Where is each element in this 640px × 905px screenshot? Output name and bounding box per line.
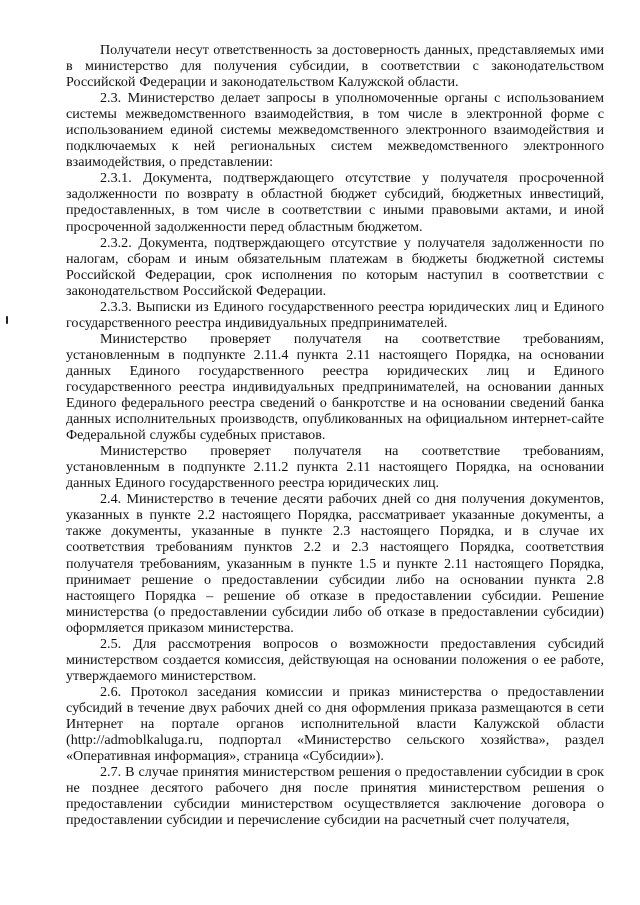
- paragraph-ministry-check-2-11-4: Министерство проверяет получателя на соответствие требованиям, установленным в подпункте 2.11.4 пункта 2.11 настоящего Порядка, на основании данных Единого государственного реестра юридических лиц и Единого государственного реестра индивидуальных предпринимателей, на основании данных Единого федерального реестра сведений о банкротстве и на основании сведений банка данных исполнительных производств, опубликованных на официальном интернет-сайте Федеральной службы судебных приставов.: [66, 330, 604, 444]
- paragraph-2-3-3: 2.3.3. Выписки из Единого государственного реестра юридических лиц и Единого государственного реестра индивидуальных предпринимателей.: [66, 298, 604, 331]
- paragraph-recipients-responsibility: Получатели несут ответственность за достоверность данных, представляемых ими в министерство для получения субсидии, в соответствии с законодательством Российской Федерации и законодательством Калужской области.: [66, 42, 604, 91]
- paragraph-2-6: 2.6. Протокол заседания комиссии и приказ министерства о предоставлении субсидий в течение двух рабочих дней со дня оформления приказа размещаются в сети Интернет на портале органов исполнительной власти Калужской области (http://admoblkaluga.ru, подпортал «Министерство сельского хозяйства», раздел «Оперативная информация», страница «Субсидии»).: [66, 683, 604, 765]
- margin-mark: [6, 316, 8, 324]
- document-body: [66, 42, 604, 828]
- paragraph-2-5: 2.5. Для рассмотрения вопросов о возможности предоставления субсидий министерством создается комиссия, действующая на основании положения о ее работе, утверждаемого министерством.: [66, 635, 604, 684]
- paragraph-2-7: 2.7. В случае принятия министерством решения о предоставлении субсидии в срок не позднее десятого рабочего дня после принятия министерством решения о предоставлении субсидии министерством осуществляется заключение договора о предоставлении субсидии и перечисление субсидии на расчетный счет получателя,: [66, 764, 604, 829]
- paragraph-2-4: 2.4. Министерство в течение десяти рабочих дней со дня получения документов, указанных в пункте 2.2 настоящего Порядка, рассматривает указанные документы, а также документы, указанные в пункте 2.3 настоящего Порядка, и в случае их соответствия требованиям пунктов 2.2 и 2.3 настоящего Порядка, соответствия получателя требованиям, указанным в пункте 1.5 и пункте 2.11 настоящего Порядка, принимает решение о предоставлении субсидии либо на основании пункта 2.8 настоящего Порядка – решение об отказе в предоставлении субсидии. Решение министерства (о предоставлении субсидии либо об отказе в предоставлении субсидии) оформляется приказом министерства.: [66, 491, 604, 636]
- paragraph-2-3: 2.3. Министерство делает запросы в уполномоченные органы с использованием системы межведомственного взаимодействия, в том числе в электронной форме с использованием единой системы межведомственного электронного взаимодействия и подключаемых к ней региональных систем межведомственного электронного взаимодействия, о представлении:: [66, 90, 604, 171]
- paragraph-ministry-check-2-11-2: Министерство проверяет получателя на соответствие требованиям, установленным в подпункте 2.11.2 пункта 2.11 настоящего Порядка, на основании данных Единого государственного реестра юридических лиц.: [66, 443, 604, 492]
- paragraph-2-3-1: 2.3.1. Документа, подтверждающего отсутствие у получателя просроченной задолженности по возврату в областной бюджет субсидий, бюджетных инвестиций, предоставленных, в том числе в соответствии с иными правовыми актами, и иной просроченной задолженности перед областным бюджетом.: [66, 170, 604, 235]
- paragraph-2-3-2: 2.3.2. Документа, подтверждающего отсутствие у получателя задолженности по налогам, сборам и иным обязательным платежам в бюджеты бюджетной системы Российской Федерации, срок исполнения по которым наступил в соответствии с законодательством Российской Федерации.: [66, 234, 604, 299]
